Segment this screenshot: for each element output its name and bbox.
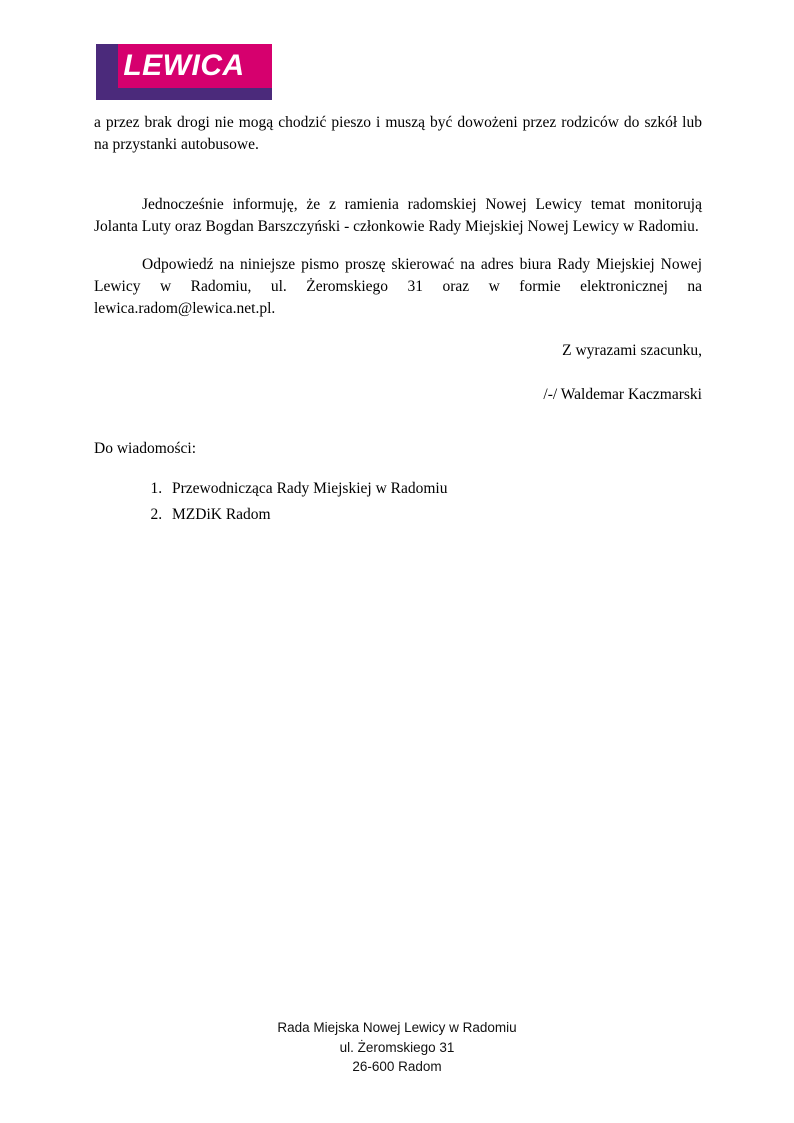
cc-title: Do wiadomości:: [94, 440, 197, 457]
paragraph-spacer: [94, 238, 702, 254]
letter-body: [94, 112, 702, 320]
paragraph-spacer: [94, 156, 702, 194]
footer-line-1: Rada Miejska Nowej Lewicy w Radomiu: [277, 1020, 517, 1035]
letter-closing: [94, 340, 702, 406]
cc-list: [94, 478, 702, 526]
letter-paragraph-3: Odpowiedź na niniejsze pismo proszę skierować na adres biura Rady Miejskiej Nowej Lewicy w Radomiu, ul. Żeromskiego 31 oraz w formie elektronicznej na lewica.radom@lewica.net.pl.: [94, 256, 702, 317]
logo-wordmark: LEWICA: [123, 49, 245, 82]
list-item: 2. MZDiK Radom: [166, 504, 702, 526]
footer-line-2: ul. Żeromskiego 31: [339, 1039, 455, 1055]
list-item: 1. Przewodnicząca Rady Miejskiej w Radomiu: [166, 478, 702, 500]
logo-graphic: [96, 44, 272, 100]
lewica-logo: [96, 44, 272, 100]
closing-salutation: Z wyrazami szacunku,: [562, 342, 702, 359]
footer-line-3: 26-600 Radom: [352, 1059, 442, 1075]
letter-paragraph-2: Jednocześnie informuję, że z ramienia radomskiej Nowej Lewicy temat monitorują Jolanta Luty oraz Bogdan Barszczyński - członkowie Rady Miejskiej Nowej Lewicy w Radomiu.: [94, 196, 702, 235]
letter-paragraph-1: a przez brak drogi nie mogą chodzić pieszo i muszą być dowożeni przez rodziców do szkół lub na przystanki autobusowe.: [94, 114, 702, 153]
signature-line: /-/ Waldemar Kaczmarski: [543, 386, 702, 403]
cc-section: [94, 438, 702, 530]
page-footer: [0, 1018, 794, 1077]
